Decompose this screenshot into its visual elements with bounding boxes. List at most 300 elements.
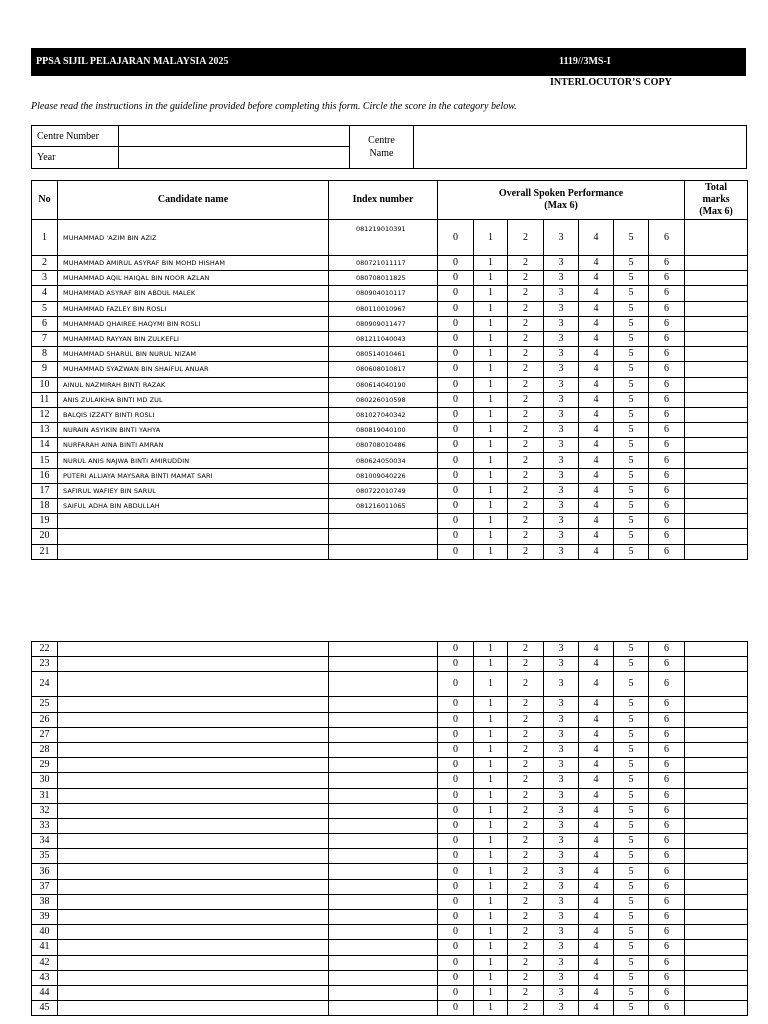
score-option-6[interactable]: 6 xyxy=(649,985,685,1000)
index-number-cell[interactable] xyxy=(329,657,438,672)
score-option-0[interactable]: 0 xyxy=(438,985,474,1000)
score-option-1[interactable]: 1 xyxy=(474,697,508,712)
score-option-4[interactable]: 4 xyxy=(579,331,614,346)
score-option-2[interactable]: 2 xyxy=(508,423,544,438)
score-option-2[interactable]: 2 xyxy=(508,910,544,925)
score-option-0[interactable]: 0 xyxy=(438,788,474,803)
score-option-4[interactable]: 4 xyxy=(579,392,614,407)
score-option-0[interactable]: 0 xyxy=(438,742,474,757)
score-option-2[interactable]: 2 xyxy=(508,453,544,468)
total-marks-cell[interactable] xyxy=(685,331,748,346)
candidate-name-cell[interactable]: MUHAMMAD SHARUL BIN NURUL NIZAM xyxy=(58,347,329,362)
score-option-0[interactable]: 0 xyxy=(438,544,474,559)
score-option-1[interactable]: 1 xyxy=(474,544,508,559)
index-number-cell[interactable]: 080819040100 xyxy=(329,423,438,438)
score-option-6[interactable]: 6 xyxy=(649,220,685,256)
candidate-name-cell[interactable] xyxy=(58,818,329,833)
score-option-6[interactable]: 6 xyxy=(649,301,685,316)
score-option-1[interactable]: 1 xyxy=(474,256,508,271)
score-option-0[interactable]: 0 xyxy=(438,468,474,483)
index-number-cell[interactable] xyxy=(329,925,438,940)
score-option-3[interactable]: 3 xyxy=(544,514,579,529)
score-option-0[interactable]: 0 xyxy=(438,347,474,362)
score-option-6[interactable]: 6 xyxy=(649,407,685,422)
score-option-3[interactable]: 3 xyxy=(544,657,579,672)
index-number-cell[interactable] xyxy=(329,788,438,803)
index-number-cell[interactable]: 080110010967 xyxy=(329,301,438,316)
score-option-3[interactable]: 3 xyxy=(544,483,579,498)
score-option-1[interactable]: 1 xyxy=(474,803,508,818)
score-option-1[interactable]: 1 xyxy=(474,712,508,727)
score-option-3[interactable]: 3 xyxy=(544,894,579,909)
total-marks-cell[interactable] xyxy=(685,864,748,879)
score-option-6[interactable]: 6 xyxy=(649,453,685,468)
score-option-4[interactable]: 4 xyxy=(579,286,614,301)
total-marks-cell[interactable] xyxy=(685,879,748,894)
score-option-6[interactable]: 6 xyxy=(649,849,685,864)
score-option-4[interactable]: 4 xyxy=(579,514,614,529)
score-option-4[interactable]: 4 xyxy=(579,758,614,773)
score-option-5[interactable]: 5 xyxy=(614,970,649,985)
score-option-1[interactable]: 1 xyxy=(474,286,508,301)
index-number-cell[interactable]: 080708011825 xyxy=(329,271,438,286)
score-option-1[interactable]: 1 xyxy=(474,758,508,773)
score-option-5[interactable]: 5 xyxy=(614,453,649,468)
score-option-3[interactable]: 3 xyxy=(544,985,579,1000)
candidate-name-cell[interactable] xyxy=(58,672,329,697)
score-option-2[interactable]: 2 xyxy=(508,894,544,909)
score-option-2[interactable]: 2 xyxy=(508,672,544,697)
score-option-5[interactable]: 5 xyxy=(614,220,649,256)
candidate-name-cell[interactable] xyxy=(58,697,329,712)
score-option-6[interactable]: 6 xyxy=(649,925,685,940)
score-option-4[interactable]: 4 xyxy=(579,955,614,970)
score-option-4[interactable]: 4 xyxy=(579,910,614,925)
score-option-0[interactable]: 0 xyxy=(438,818,474,833)
score-option-3[interactable]: 3 xyxy=(544,362,579,377)
candidate-name-cell[interactable]: MUHAMMAD SYAZWAN BIN SHAIFUL ANUAR xyxy=(58,362,329,377)
score-option-5[interactable]: 5 xyxy=(614,879,649,894)
total-marks-cell[interactable] xyxy=(685,514,748,529)
total-marks-cell[interactable] xyxy=(685,849,748,864)
score-option-0[interactable]: 0 xyxy=(438,727,474,742)
score-option-6[interactable]: 6 xyxy=(649,657,685,672)
score-option-3[interactable]: 3 xyxy=(544,849,579,864)
index-number-cell[interactable] xyxy=(329,940,438,955)
index-number-cell[interactable]: 080904010117 xyxy=(329,286,438,301)
candidate-name-cell[interactable]: NURFARAH AINA BINTI AMRAN xyxy=(58,438,329,453)
score-option-1[interactable]: 1 xyxy=(474,392,508,407)
score-option-0[interactable]: 0 xyxy=(438,849,474,864)
score-option-5[interactable]: 5 xyxy=(614,331,649,346)
score-option-3[interactable]: 3 xyxy=(544,758,579,773)
score-option-0[interactable]: 0 xyxy=(438,879,474,894)
score-option-2[interactable]: 2 xyxy=(508,286,544,301)
score-option-3[interactable]: 3 xyxy=(544,864,579,879)
score-option-6[interactable]: 6 xyxy=(649,818,685,833)
score-option-0[interactable]: 0 xyxy=(438,657,474,672)
score-option-1[interactable]: 1 xyxy=(474,864,508,879)
score-option-6[interactable]: 6 xyxy=(649,377,685,392)
total-marks-cell[interactable] xyxy=(685,271,748,286)
score-option-2[interactable]: 2 xyxy=(508,377,544,392)
score-option-1[interactable]: 1 xyxy=(474,894,508,909)
score-option-5[interactable]: 5 xyxy=(614,727,649,742)
score-option-4[interactable]: 4 xyxy=(579,544,614,559)
score-option-2[interactable]: 2 xyxy=(508,301,544,316)
score-option-2[interactable]: 2 xyxy=(508,392,544,407)
score-option-0[interactable]: 0 xyxy=(438,642,474,657)
score-option-1[interactable]: 1 xyxy=(474,529,508,544)
index-number-cell[interactable] xyxy=(329,894,438,909)
score-option-1[interactable]: 1 xyxy=(474,849,508,864)
score-option-1[interactable]: 1 xyxy=(474,818,508,833)
score-option-1[interactable]: 1 xyxy=(474,672,508,697)
score-option-2[interactable]: 2 xyxy=(508,468,544,483)
index-number-cell[interactable]: 081219010391 xyxy=(329,220,438,256)
score-option-4[interactable]: 4 xyxy=(579,864,614,879)
candidate-name-cell[interactable]: MUHAMMAD AMIRUL ASYRAF BIN MOHD HISHAM xyxy=(58,256,329,271)
index-number-cell[interactable] xyxy=(329,697,438,712)
score-option-6[interactable]: 6 xyxy=(649,834,685,849)
candidate-name-cell[interactable] xyxy=(58,910,329,925)
score-option-5[interactable]: 5 xyxy=(614,438,649,453)
score-option-4[interactable]: 4 xyxy=(579,657,614,672)
index-number-cell[interactable] xyxy=(329,712,438,727)
score-option-6[interactable]: 6 xyxy=(649,697,685,712)
score-option-2[interactable]: 2 xyxy=(508,657,544,672)
score-option-4[interactable]: 4 xyxy=(579,453,614,468)
total-marks-cell[interactable] xyxy=(685,742,748,757)
index-number-cell[interactable]: 081211040043 xyxy=(329,331,438,346)
index-number-cell[interactable] xyxy=(329,910,438,925)
score-option-2[interactable]: 2 xyxy=(508,788,544,803)
score-option-6[interactable]: 6 xyxy=(649,438,685,453)
score-option-4[interactable]: 4 xyxy=(579,347,614,362)
candidate-name-cell[interactable] xyxy=(58,758,329,773)
total-marks-cell[interactable] xyxy=(685,499,748,514)
score-option-2[interactable]: 2 xyxy=(508,818,544,833)
index-number-cell[interactable]: 081027040342 xyxy=(329,407,438,422)
score-option-1[interactable]: 1 xyxy=(474,362,508,377)
index-number-cell[interactable] xyxy=(329,879,438,894)
total-marks-cell[interactable] xyxy=(685,773,748,788)
score-option-6[interactable]: 6 xyxy=(649,712,685,727)
score-option-5[interactable]: 5 xyxy=(614,864,649,879)
total-marks-cell[interactable] xyxy=(685,392,748,407)
score-option-5[interactable]: 5 xyxy=(614,407,649,422)
score-option-0[interactable]: 0 xyxy=(438,271,474,286)
score-option-3[interactable]: 3 xyxy=(544,672,579,697)
total-marks-cell[interactable] xyxy=(685,453,748,468)
score-option-6[interactable]: 6 xyxy=(649,879,685,894)
score-option-6[interactable]: 6 xyxy=(649,727,685,742)
candidate-name-cell[interactable]: NURAIN ASYIKIN BINTI YAHYA xyxy=(58,423,329,438)
score-option-2[interactable]: 2 xyxy=(508,529,544,544)
score-option-6[interactable]: 6 xyxy=(649,803,685,818)
score-option-3[interactable]: 3 xyxy=(544,788,579,803)
score-option-4[interactable]: 4 xyxy=(579,316,614,331)
score-option-5[interactable]: 5 xyxy=(614,271,649,286)
total-marks-cell[interactable] xyxy=(685,940,748,955)
score-option-0[interactable]: 0 xyxy=(438,925,474,940)
total-marks-cell[interactable] xyxy=(685,362,748,377)
index-number-cell[interactable]: 080226010598 xyxy=(329,392,438,407)
score-option-4[interactable]: 4 xyxy=(579,423,614,438)
total-marks-cell[interactable] xyxy=(685,1001,748,1016)
score-option-2[interactable]: 2 xyxy=(508,758,544,773)
score-option-1[interactable]: 1 xyxy=(474,742,508,757)
score-option-5[interactable]: 5 xyxy=(614,672,649,697)
score-option-2[interactable]: 2 xyxy=(508,220,544,256)
total-marks-cell[interactable] xyxy=(685,407,748,422)
score-option-5[interactable]: 5 xyxy=(614,742,649,757)
candidate-name-cell[interactable]: NURUL ANIS NAJWA BINTI AMIRUDDIN xyxy=(58,453,329,468)
candidate-name-cell[interactable] xyxy=(58,1001,329,1016)
score-option-4[interactable]: 4 xyxy=(579,642,614,657)
score-option-3[interactable]: 3 xyxy=(544,220,579,256)
score-option-2[interactable]: 2 xyxy=(508,925,544,940)
total-marks-cell[interactable] xyxy=(685,377,748,392)
score-option-6[interactable]: 6 xyxy=(649,256,685,271)
score-option-4[interactable]: 4 xyxy=(579,970,614,985)
score-option-6[interactable]: 6 xyxy=(649,468,685,483)
score-option-3[interactable]: 3 xyxy=(544,499,579,514)
score-option-3[interactable]: 3 xyxy=(544,727,579,742)
total-marks-cell[interactable] xyxy=(685,529,748,544)
score-option-3[interactable]: 3 xyxy=(544,1001,579,1016)
score-option-4[interactable]: 4 xyxy=(579,985,614,1000)
score-option-6[interactable]: 6 xyxy=(649,642,685,657)
score-option-1[interactable]: 1 xyxy=(474,1001,508,1016)
score-option-3[interactable]: 3 xyxy=(544,697,579,712)
score-option-5[interactable]: 5 xyxy=(614,910,649,925)
score-option-4[interactable]: 4 xyxy=(579,672,614,697)
score-option-1[interactable]: 1 xyxy=(474,910,508,925)
score-option-0[interactable]: 0 xyxy=(438,758,474,773)
score-option-0[interactable]: 0 xyxy=(438,316,474,331)
score-option-4[interactable]: 4 xyxy=(579,362,614,377)
score-option-5[interactable]: 5 xyxy=(614,529,649,544)
candidate-name-cell[interactable]: MUHAMMAD 'AZIM BIN AZIZ xyxy=(58,220,329,256)
total-marks-cell[interactable] xyxy=(685,712,748,727)
total-marks-cell[interactable] xyxy=(685,788,748,803)
score-option-3[interactable]: 3 xyxy=(544,453,579,468)
score-option-1[interactable]: 1 xyxy=(474,834,508,849)
candidate-name-cell[interactable] xyxy=(58,514,329,529)
score-option-5[interactable]: 5 xyxy=(614,256,649,271)
index-number-cell[interactable]: 080708010486 xyxy=(329,438,438,453)
score-option-4[interactable]: 4 xyxy=(579,483,614,498)
score-option-1[interactable]: 1 xyxy=(474,423,508,438)
score-option-0[interactable]: 0 xyxy=(438,499,474,514)
score-option-1[interactable]: 1 xyxy=(474,483,508,498)
score-option-5[interactable]: 5 xyxy=(614,286,649,301)
score-option-6[interactable]: 6 xyxy=(649,894,685,909)
score-option-4[interactable]: 4 xyxy=(579,773,614,788)
score-option-0[interactable]: 0 xyxy=(438,483,474,498)
score-option-1[interactable]: 1 xyxy=(474,955,508,970)
score-option-0[interactable]: 0 xyxy=(438,377,474,392)
index-number-cell[interactable] xyxy=(329,727,438,742)
score-option-3[interactable]: 3 xyxy=(544,773,579,788)
score-option-5[interactable]: 5 xyxy=(614,362,649,377)
score-option-6[interactable]: 6 xyxy=(649,286,685,301)
score-option-1[interactable]: 1 xyxy=(474,514,508,529)
score-option-1[interactable]: 1 xyxy=(474,438,508,453)
score-option-2[interactable]: 2 xyxy=(508,407,544,422)
score-option-3[interactable]: 3 xyxy=(544,331,579,346)
score-option-2[interactable]: 2 xyxy=(508,712,544,727)
score-option-0[interactable]: 0 xyxy=(438,672,474,697)
score-option-6[interactable]: 6 xyxy=(649,910,685,925)
score-option-4[interactable]: 4 xyxy=(579,271,614,286)
total-marks-cell[interactable] xyxy=(685,910,748,925)
score-option-0[interactable]: 0 xyxy=(438,529,474,544)
score-option-3[interactable]: 3 xyxy=(544,925,579,940)
score-option-4[interactable]: 4 xyxy=(579,849,614,864)
score-option-4[interactable]: 4 xyxy=(579,940,614,955)
score-option-3[interactable]: 3 xyxy=(544,347,579,362)
index-number-cell[interactable] xyxy=(329,803,438,818)
score-option-6[interactable]: 6 xyxy=(649,970,685,985)
total-marks-cell[interactable] xyxy=(685,347,748,362)
score-option-5[interactable]: 5 xyxy=(614,514,649,529)
score-option-4[interactable]: 4 xyxy=(579,803,614,818)
score-option-6[interactable]: 6 xyxy=(649,514,685,529)
index-number-cell[interactable]: 081216011065 xyxy=(329,499,438,514)
total-marks-cell[interactable] xyxy=(685,758,748,773)
candidate-name-cell[interactable] xyxy=(58,712,329,727)
total-marks-cell[interactable] xyxy=(685,256,748,271)
score-option-0[interactable]: 0 xyxy=(438,864,474,879)
index-number-cell[interactable]: 080722010749 xyxy=(329,483,438,498)
candidate-name-cell[interactable] xyxy=(58,788,329,803)
index-number-cell[interactable] xyxy=(329,849,438,864)
score-option-6[interactable]: 6 xyxy=(649,773,685,788)
index-number-cell[interactable] xyxy=(329,970,438,985)
score-option-3[interactable]: 3 xyxy=(544,271,579,286)
total-marks-cell[interactable] xyxy=(685,438,748,453)
score-option-0[interactable]: 0 xyxy=(438,362,474,377)
score-option-1[interactable]: 1 xyxy=(474,657,508,672)
score-option-3[interactable]: 3 xyxy=(544,742,579,757)
score-option-3[interactable]: 3 xyxy=(544,642,579,657)
total-marks-cell[interactable] xyxy=(685,955,748,970)
score-option-3[interactable]: 3 xyxy=(544,955,579,970)
index-number-cell[interactable]: 080624050034 xyxy=(329,453,438,468)
score-option-6[interactable]: 6 xyxy=(649,423,685,438)
total-marks-cell[interactable] xyxy=(685,544,748,559)
score-option-3[interactable]: 3 xyxy=(544,529,579,544)
total-marks-cell[interactable] xyxy=(685,423,748,438)
score-option-1[interactable]: 1 xyxy=(474,316,508,331)
score-option-6[interactable]: 6 xyxy=(649,331,685,346)
score-option-2[interactable]: 2 xyxy=(508,879,544,894)
candidate-name-cell[interactable]: AINUL NAZMIRAH BINTI RAZAK xyxy=(58,377,329,392)
score-option-0[interactable]: 0 xyxy=(438,331,474,346)
score-option-3[interactable]: 3 xyxy=(544,818,579,833)
index-number-cell[interactable]: 080514010461 xyxy=(329,347,438,362)
score-option-5[interactable]: 5 xyxy=(614,642,649,657)
score-option-5[interactable]: 5 xyxy=(614,544,649,559)
score-option-6[interactable]: 6 xyxy=(649,1001,685,1016)
score-option-1[interactable]: 1 xyxy=(474,453,508,468)
score-option-1[interactable]: 1 xyxy=(474,220,508,256)
centre-number-field[interactable] xyxy=(119,126,350,147)
index-number-cell[interactable]: 081009040226 xyxy=(329,468,438,483)
candidate-name-cell[interactable] xyxy=(58,803,329,818)
score-option-5[interactable]: 5 xyxy=(614,499,649,514)
score-option-0[interactable]: 0 xyxy=(438,773,474,788)
score-option-0[interactable]: 0 xyxy=(438,392,474,407)
score-option-3[interactable]: 3 xyxy=(544,316,579,331)
score-option-4[interactable]: 4 xyxy=(579,727,614,742)
score-option-5[interactable]: 5 xyxy=(614,316,649,331)
score-option-2[interactable]: 2 xyxy=(508,438,544,453)
score-option-4[interactable]: 4 xyxy=(579,834,614,849)
score-option-6[interactable]: 6 xyxy=(649,316,685,331)
score-option-3[interactable]: 3 xyxy=(544,879,579,894)
score-option-2[interactable]: 2 xyxy=(508,849,544,864)
candidate-name-cell[interactable] xyxy=(58,727,329,742)
score-option-5[interactable]: 5 xyxy=(614,347,649,362)
score-option-5[interactable]: 5 xyxy=(614,377,649,392)
score-option-1[interactable]: 1 xyxy=(474,377,508,392)
score-option-1[interactable]: 1 xyxy=(474,925,508,940)
score-option-0[interactable]: 0 xyxy=(438,407,474,422)
score-option-5[interactable]: 5 xyxy=(614,955,649,970)
candidate-name-cell[interactable] xyxy=(58,864,329,879)
index-number-cell[interactable]: 080721011117 xyxy=(329,256,438,271)
score-option-3[interactable]: 3 xyxy=(544,712,579,727)
score-option-5[interactable]: 5 xyxy=(614,657,649,672)
score-option-4[interactable]: 4 xyxy=(579,301,614,316)
score-option-5[interactable]: 5 xyxy=(614,1001,649,1016)
score-option-0[interactable]: 0 xyxy=(438,286,474,301)
index-number-cell[interactable] xyxy=(329,818,438,833)
candidate-name-cell[interactable]: MUHAMMAD RAYYAN BIN ZULKEFLI xyxy=(58,331,329,346)
score-option-5[interactable]: 5 xyxy=(614,849,649,864)
score-option-6[interactable]: 6 xyxy=(649,788,685,803)
candidate-name-cell[interactable] xyxy=(58,925,329,940)
score-option-1[interactable]: 1 xyxy=(474,407,508,422)
score-option-6[interactable]: 6 xyxy=(649,742,685,757)
score-option-2[interactable]: 2 xyxy=(508,1001,544,1016)
score-option-2[interactable]: 2 xyxy=(508,864,544,879)
score-option-6[interactable]: 6 xyxy=(649,392,685,407)
score-option-3[interactable]: 3 xyxy=(544,407,579,422)
score-option-2[interactable]: 2 xyxy=(508,834,544,849)
candidate-name-cell[interactable] xyxy=(58,742,329,757)
total-marks-cell[interactable] xyxy=(685,985,748,1000)
score-option-0[interactable]: 0 xyxy=(438,423,474,438)
score-option-5[interactable]: 5 xyxy=(614,392,649,407)
score-option-4[interactable]: 4 xyxy=(579,788,614,803)
score-option-0[interactable]: 0 xyxy=(438,894,474,909)
score-option-4[interactable]: 4 xyxy=(579,438,614,453)
score-option-6[interactable]: 6 xyxy=(649,955,685,970)
score-option-1[interactable]: 1 xyxy=(474,985,508,1000)
index-number-cell[interactable] xyxy=(329,529,438,544)
candidate-name-cell[interactable] xyxy=(58,985,329,1000)
score-option-3[interactable]: 3 xyxy=(544,970,579,985)
score-option-2[interactable]: 2 xyxy=(508,985,544,1000)
score-option-5[interactable]: 5 xyxy=(614,818,649,833)
candidate-name-cell[interactable]: MUHAMMAD FAZLEY BIN ROSLI xyxy=(58,301,329,316)
score-option-2[interactable]: 2 xyxy=(508,316,544,331)
total-marks-cell[interactable] xyxy=(685,970,748,985)
